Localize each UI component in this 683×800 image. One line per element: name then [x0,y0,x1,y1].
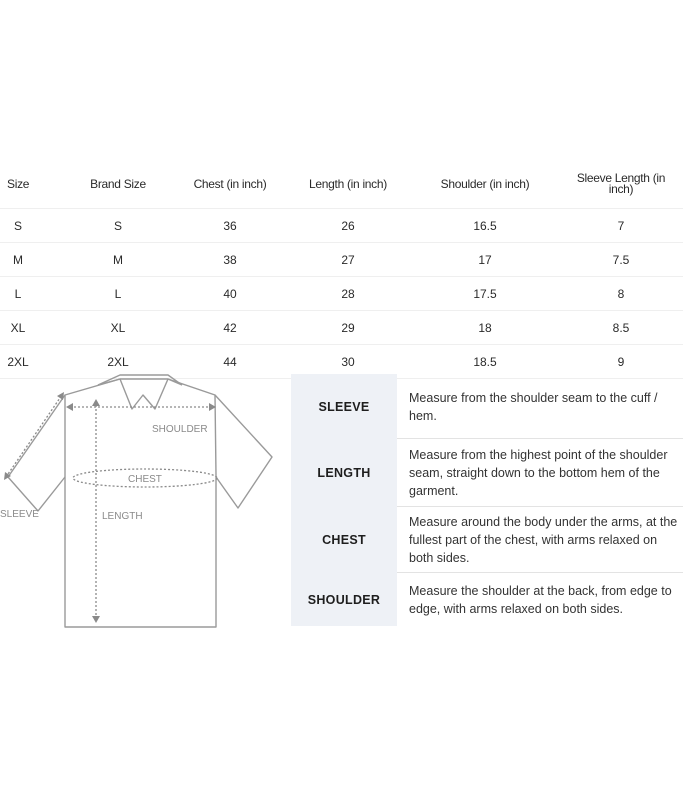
guide-row-length [291,439,683,507]
guide-description: Measure from the shoulder seam to the cuff / hem. [409,390,658,423]
cell-sleeve-length: 7.5 [612,252,630,267]
guide-row-shoulder [291,573,683,626]
cell-chest: 36 [223,218,237,233]
cell-length: 26 [341,218,355,233]
cell-sleeve-length: 8 [617,286,625,301]
table-header-row [0,160,683,209]
cell-sleeve-length: 7 [617,218,625,233]
cell-sleeve-length: 9 [617,354,625,369]
sleeve-label: SLEEVE [0,509,39,520]
guide-description: Measure from the highest point of the shoulder seam, straight down to the bottom hem of the garment. [409,448,668,498]
table-row [0,311,683,345]
cell-shoulder: 18 [478,320,492,335]
guide-term: CHEST [291,507,397,573]
cell-length: 28 [341,286,355,301]
cell-size: S [13,218,23,233]
table-row [0,243,683,277]
header-chest: Chest (in inch) [193,177,267,191]
guide-row-sleeve [291,374,683,439]
cell-size: M [13,252,23,267]
header-length: Length (in inch) [309,177,387,191]
cell-length: 30 [341,354,355,369]
cell-shoulder: 18.5 [473,354,497,369]
chest-label: CHEST [128,474,162,485]
cell-brand-size: XL [110,320,126,335]
guide-description: Measure around the body under the arms, at the fullest part of the chest, with arms relaxed on both sides. [409,515,678,565]
cell-brand-size: M [113,252,123,267]
guide-term: SLEEVE [291,374,397,439]
guide-term: LENGTH [291,439,397,507]
cell-size: XL [10,320,26,335]
measurement-guide [291,374,683,626]
table-row [0,209,683,243]
cell-shoulder: 16.5 [473,218,497,233]
cell-brand-size: 2XL [107,354,129,369]
cell-brand-size: S [113,218,123,233]
guide-term: SHOULDER [291,573,397,626]
header-shoulder: Shoulder (in inch) [440,177,530,191]
shirt-outline [8,375,272,627]
cell-shoulder: 17 [478,252,492,267]
header-brand-size: Brand Size [90,177,146,191]
guide-description: Measure the shoulder at the back, from edge to edge, with arms relaxed on both sides. [409,583,672,616]
cell-sleeve-length: 8.5 [612,320,630,335]
cell-shoulder: 17.5 [473,286,497,301]
shoulder-label: SHOULDER [152,424,208,435]
length-label: LENGTH [102,511,143,522]
cell-size: 2XL [7,354,29,369]
size-chart-table [0,160,683,379]
cell-chest: 38 [223,252,237,267]
cell-length: 27 [341,252,355,267]
cell-length: 29 [341,320,355,335]
header-sleeve-length: Sleeve Length (in inch) [576,171,666,196]
guide-row-chest [291,507,683,573]
table-row [0,277,683,311]
cell-chest: 40 [223,286,237,301]
header-size: Size [7,177,30,191]
cell-brand-size: L [114,286,122,301]
cell-chest: 44 [223,354,237,369]
cell-size: L [14,286,22,301]
cell-chest: 42 [223,320,237,335]
shirt-measurement-diagram [0,365,290,635]
